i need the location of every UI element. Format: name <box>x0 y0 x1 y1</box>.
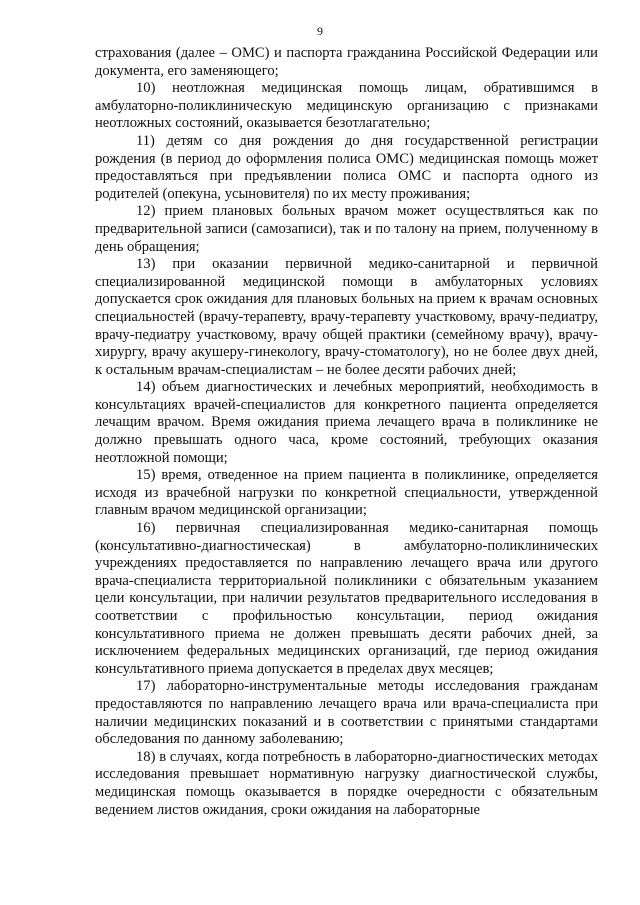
paragraph-item-15: 15) время, отведенное на прием пациента в поликлинике, определяется исходя из врачебной нагрузки по конкретной специальности, утвержденной главным врачом медицинской организации; <box>95 467 598 519</box>
paragraph-continuation: страхования (далее – ОМС) и паспорта гражданина Российской Федерации или документа, его заменяющего; <box>95 45 598 79</box>
paragraph-item-16: 16) первичная специализированная медико-санитарная помощь (консультативно-диагностическая) в амбулаторно-поликлинических учреждениях предоставляется по направлению лечащего врача или другого врача-специалиста территориальной поликлиники с обязательным указанием цели консультации, при наличии результатов предварительного исследования в соответствии с профильностью консультации, период ожидания консультативного приема не должен превышать десяти рабочих дней, за исключением федеральных медицинских организаций, где период ожидания консультативного приема допускается в пределах двух месяцев; <box>95 520 598 677</box>
paragraph-item-12: 12) прием плановых больных врачом может осуществляться как по предварительной записи (самозаписи), так и по талону на прием, полученному в день обращения; <box>95 203 598 255</box>
paragraph-item-17: 17) лабораторно-инструментальные методы исследования гражданам предоставляются по направлению лечащего врача или врача-специалиста при наличии медицинских показаний и в соответствии с принятыми стандартами обследования по данному заболеванию; <box>95 678 598 748</box>
paragraph-item-13: 13) при оказании первичной медико-санитарной и первичной специализированной медицинской помощи в амбулаторных условиях допускается срок ожидания для плановых больных на прием к врачам основных специальностей (врачу-терапевту, врачу-терапевту участковому, врачу-педиатру, врачу-педиатру участковому, врачу общей практики (семейному врачу), врачу-хирургу, врачу акушеру-гинекологу, врачу-стоматологу), но не более двух дней, к остальным врачам-специалистам – не более десяти рабочих дней; <box>95 256 598 378</box>
paragraph-item-10: 10) неотложная медицинская помощь лицам, обратившимся в амбулаторно-поликлиническую медицинскую организацию с признаками неотложных состояний, оказывается безотлагательно; <box>95 80 598 132</box>
paragraph-item-11: 11) детям со дня рождения до дня государственной регистрации рождения (в период до оформления полиса ОМС) медицинская помощь может предоставляться при предъявлении полиса ОМС и паспорта одного из родителей (опекуна, усыновителя) по их месту проживания; <box>95 132 598 202</box>
paragraph-item-14: 14) объем диагностических и лечебных мероприятий, необходимость в консультациях врачей-специалистов для конкретного пациента определяется лечащим врачом. Время ожидания приема лечащего врача в поликлинике не должно превышать одного часа, кроме состояний, требующих оказания неотложной помощи; <box>95 379 598 466</box>
page-number: 9 <box>317 24 323 38</box>
paragraph-item-18: 18) в случаях, когда потребность в лабораторно-диагностических методах исследования превышает нормативную нагрузку диагностической службы, медицинская помощь оказывается в порядке очередности с обязательным ведением листов ожидания, сроки ожидания на лабораторные <box>95 748 598 818</box>
document-body <box>95 45 598 819</box>
